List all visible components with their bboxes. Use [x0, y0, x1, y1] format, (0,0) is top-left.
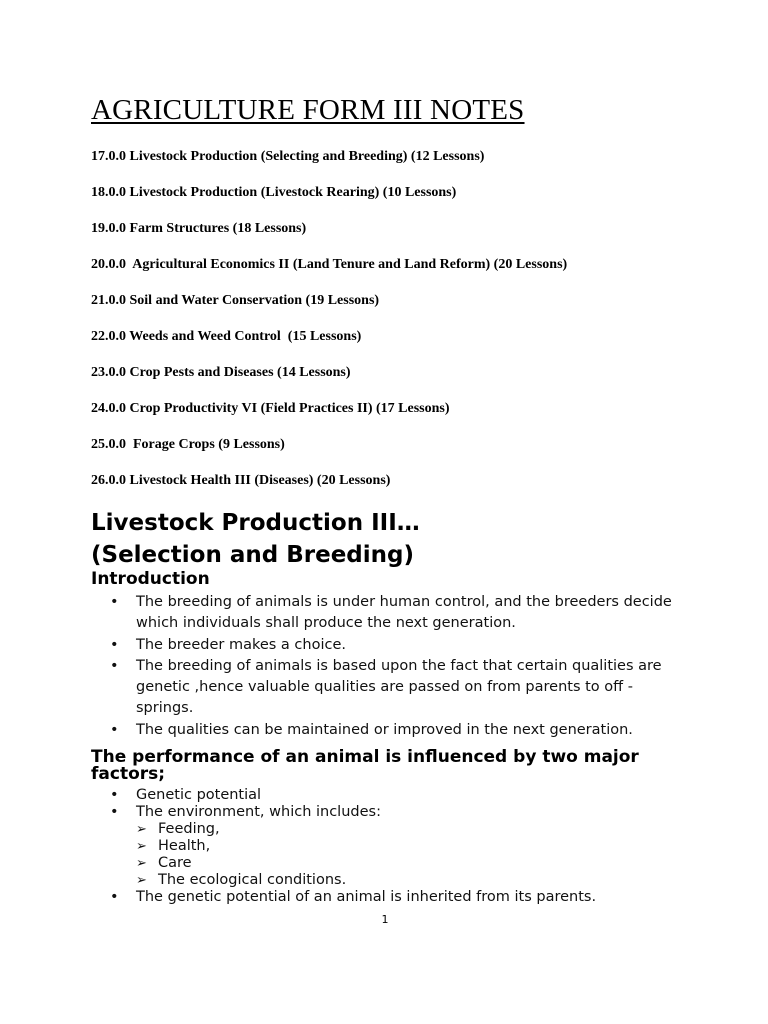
list-item-text: Genetic potential: [136, 787, 262, 803]
sub-list-item: [136, 855, 690, 872]
toc-item: 21.0.0 Soil and Water Conservation (19 Lessons): [91, 293, 380, 308]
factors-heading: The performance of an animal is influenced by two major factors;: [91, 747, 639, 784]
factors-list: [110, 787, 690, 906]
list-item-text: The breeding of animals is under human control, and the breeders decide which individuals shall produce the next generation.: [136, 594, 672, 632]
toc-item: 24.0.0 Crop Productivity VI (Field Practices II) (17 Lessons): [91, 401, 450, 416]
list-item-text: The genetic potential of an animal is inherited from its parents.: [136, 889, 597, 905]
section-title-line1: Livestock Production III…: [91, 510, 420, 536]
list-item: [110, 787, 690, 804]
bullet-icon: •: [110, 804, 119, 820]
toc-item: 25.0.0 Forage Crops (9 Lessons): [91, 437, 285, 452]
sub-list-item: [136, 821, 690, 838]
bullet-icon: •: [110, 721, 119, 738]
section-title-line2: (Selection and Breeding): [91, 542, 414, 568]
bullet-icon: •: [110, 594, 119, 610]
toc-item: 17.0.0 Livestock Production (Selecting and Breeding) (12 Lessons): [91, 149, 485, 164]
table-of-contents: [91, 148, 567, 508]
list-item: [110, 804, 690, 889]
environment-sublist: [136, 821, 690, 889]
introduction-heading: Introduction: [91, 569, 210, 589]
sub-list-item: [136, 872, 690, 889]
document-title: AGRICULTURE FORM III NOTES: [91, 94, 525, 126]
toc-item: 20.0.0 Agricultural Economics II (Land Tenure and Land Reform) (20 Lessons): [91, 257, 568, 272]
arrow-bullet-icon: ➢: [136, 873, 147, 888]
arrow-bullet-icon: ➢: [136, 856, 147, 871]
sub-list-item-text: The ecological conditions.: [158, 872, 347, 888]
list-item: [110, 656, 690, 720]
page-number: 1: [381, 913, 389, 926]
arrow-bullet-icon: ➢: [136, 822, 147, 837]
sub-list-item: [136, 838, 690, 855]
toc-item: 22.0.0 Weeds and Weed Control (15 Lessons): [91, 329, 362, 344]
toc-item: 26.0.0 Livestock Health III (Diseases) (20 Lessons): [91, 473, 391, 488]
list-item-text: The breeding of animals is based upon the fact that certain qualities are genetic ,hence valuable qualities are passed on from parents to off -springs.: [136, 657, 662, 717]
sub-list-item-text: Care: [158, 855, 192, 871]
list-item-text: The qualities can be maintained or improved in the next generation.: [136, 721, 633, 738]
introduction-list: [110, 592, 690, 741]
arrow-bullet-icon: ➢: [136, 839, 147, 854]
list-item: [110, 889, 690, 906]
list-item-text: The environment, which includes:: [136, 804, 381, 820]
list-item: [110, 635, 690, 656]
sub-list-item-text: Feeding,: [158, 821, 220, 837]
list-item: [110, 592, 690, 635]
section-title: [91, 507, 420, 571]
bullet-icon: •: [110, 889, 119, 905]
bullet-icon: •: [110, 657, 119, 674]
list-item-text: The breeder makes a choice.: [136, 636, 346, 653]
list-item: [110, 720, 690, 741]
sub-list-item-text: Health,: [158, 838, 211, 854]
bullet-icon: •: [110, 787, 119, 803]
bullet-icon: •: [110, 636, 119, 653]
toc-item: 23.0.0 Crop Pests and Diseases (14 Lessons): [91, 365, 351, 380]
toc-item: 19.0.0 Farm Structures (18 Lessons): [91, 221, 307, 236]
toc-item: 18.0.0 Livestock Production (Livestock Rearing) (10 Lessons): [91, 185, 457, 200]
